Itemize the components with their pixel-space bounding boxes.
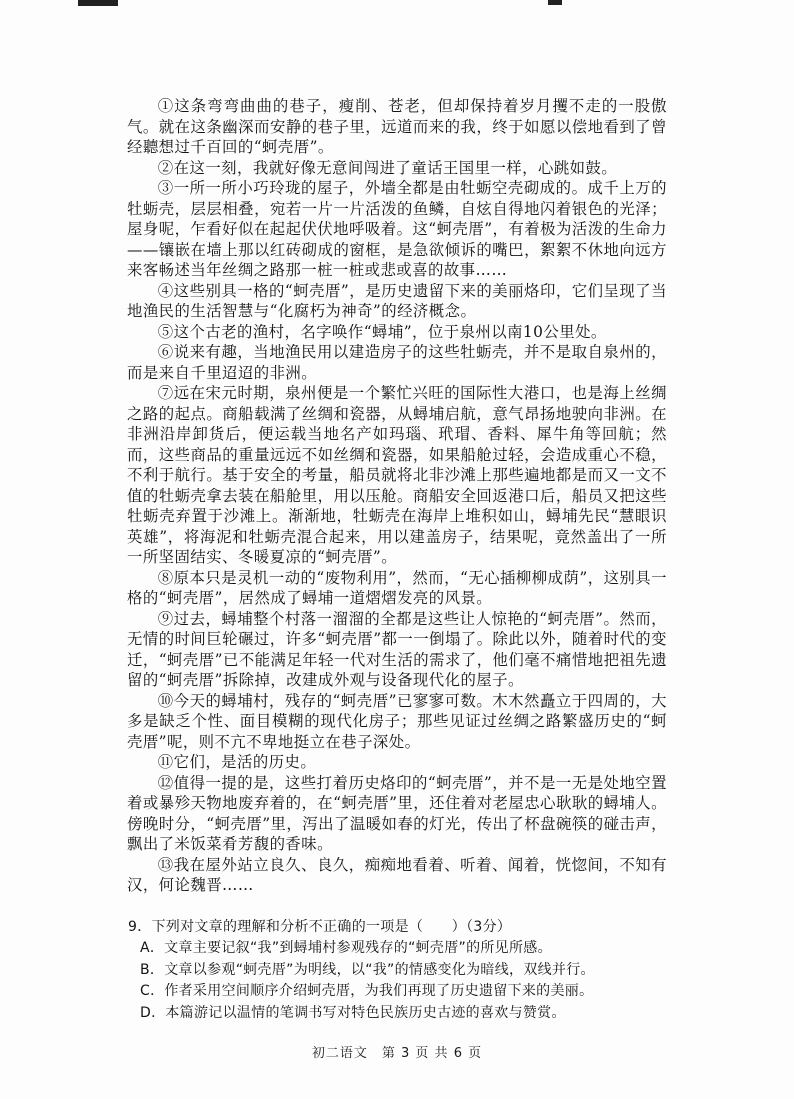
- question-options: [128, 938, 688, 1024]
- passage-paragraph: ⑪它们，是活的历史。: [157, 753, 317, 771]
- question-9: [128, 917, 688, 1024]
- option-a: A．文章主要记叙“我”到蟳埔村参观残存的“蚵壳厝”的所见所感。: [140, 940, 552, 956]
- passage-paragraph: ②在这一刻，我就好像无意间闯进了童话王国里一样，心跳如鼓。: [157, 158, 618, 177]
- option-b: B．文章以参观“蚵壳厝”为明线，以“我”的情感变化为暗线，双线并行。: [140, 961, 595, 978]
- passage-paragraph: ⑨过去，蟳埔整个村落一溜溜的全都是这些让人惊艳的“蚵壳厝”。然而，无情的时间巨轮碾过，许多“蚵壳厝”都一一倒塌了。除此以外，随着时代的变迁，“蚵壳厝”已不能满足年轻一代对生活的需求了，他们毫不痛惜地把祖先遗留的“蚵壳厝”拆除掉，改建成外观与设备现代化的屋子。: [127, 609, 667, 689]
- passage-paragraph: ⑤这个古老的渔村，名字唤作“蟳埔”，位于泉州以南10公里处。: [157, 322, 607, 341]
- option-c: C．作者采用空间顺序介绍蚵壳厝，为我们再现了历史遗留下来的美丽。: [140, 983, 594, 999]
- passage-paragraph: ③一所一所小巧玲珑的屋子，外墙全都是由牡蛎空壳砌成的。成千上万的牡蛎壳，层层相叠，宛若一片一片活泼的鱼鳞，自炫自得地闪着银色的光泽；屋身呢，乍看好似在起起伏伏地呼吸着。这“蚵壳厝”，有着极为活泼的生命力——镶嵌在墙上那以红砖砌成的窗框，是急欲倾诉的嘴巴，絮絮不休地向远方来客畅述当年丝绸之路那一桩一桩或悲或喜的故事……: [127, 179, 667, 279]
- passage-paragraph: ⑬我在屋外站立良久、良久，痴痴地看着、听着、闻着，恍惚间，不知有汉，何论魏晋……: [127, 855, 667, 894]
- reading-passage: [127, 96, 667, 896]
- passage-paragraph: ⑧原本只是灵机一动的“废物利用”，然而，“无心插柳柳成荫”，这别具一格的“蚵壳厝”，居然成了蟳埔一道熠熠发亮的风景。: [127, 568, 667, 607]
- question-stem: 9．下列对文章的理解和分析不正确的一项是（ ）（3分）: [128, 919, 512, 935]
- page-footer: 初二语文 第 3 页 共 6 页: [311, 1046, 483, 1061]
- option-d: D．本篇游记以温情的笔调书写对特色民族历史古迹的喜欢与赞赏。: [140, 1004, 566, 1021]
- passage-paragraph: ④这些别具一格的“蚵壳厝”，是历史遗留下来的美丽烙印，它们呈现了当地渔民的生活智慧与“化腐朽为神奇”的经济概念。: [127, 281, 667, 320]
- passage-paragraph: ⑥说来有趣，当地渔民用以建造房子的这些牡蛎壳，并不是取自泉州的，而是来自千里迢迢的非洲。: [127, 343, 667, 382]
- scan-edge-mark: [78, 0, 118, 6]
- passage-paragraph: ⑦远在宋元时期，泉州便是一个繁忙兴旺的国际性大港口，也是海上丝绸之路的起点。商船载满了丝绸和瓷器，从蟳埔启航，意气昂扬地驶向非洲。在非洲沿岸卸货后，便运载当地名产如玛瑙、玳瑁、香料、犀牛角等回航；然而，这些商品的重量远远不如丝绸和瓷器，如果船舱过轻，会造成重心不稳，不利于航行。基于安全的考量，船员就将北非沙滩上那些遍地都是而又一文不值的牡蛎壳拿去装在船舱里，用以压舱。商船安全回返港口后，船员又把这些牡蛎壳弃置于沙滩上。渐渐地，牡蛎壳在海岸上堆积如山，蟳埔先民“慧眼识英雄”，将海泥和牡蛎壳混合起来，用以建盖房子，结果呢，竟然盖出了一所一所坚固结实、冬暖夏凉的“蚵壳厝”。: [127, 384, 667, 566]
- passage-paragraph: ⑩今天的蟳埔村，残存的“蚵壳厝”已寥寥可数。木木然矗立于四周的，大多是缺乏个性、面目模糊的现代化房子；那些见证过丝绸之路繁盛历史的“蚵壳厝”呢，则不亢不卑地挺立在巷子深处。: [127, 691, 667, 751]
- passage-paragraph: ⑫值得一提的是，这些打着历史烙印的“蚵壳厝”，并不是一无是处地空置着或暴殄天物地废弃着的，在“蚵壳厝”里，还住着对老屋忠心耿耿的蟳埔人。傍晚时分，“蚵壳厝”里，泻出了温暖如春的灯光，传出了杯盘碗筷的碰击声，飘出了米饭菜肴芳馥的香味。: [127, 773, 667, 853]
- passage-paragraph: ①这条弯弯曲曲的巷子，瘦削、苍老，但却保持着岁月攫不走的一股傲气。就在这条幽深而安静的巷子里，远道而来的我，终于如愿以偿地看到了曾经聽想过千百回的“蚵壳厝”。: [127, 97, 667, 156]
- scan-edge-mark: [548, 0, 562, 5]
